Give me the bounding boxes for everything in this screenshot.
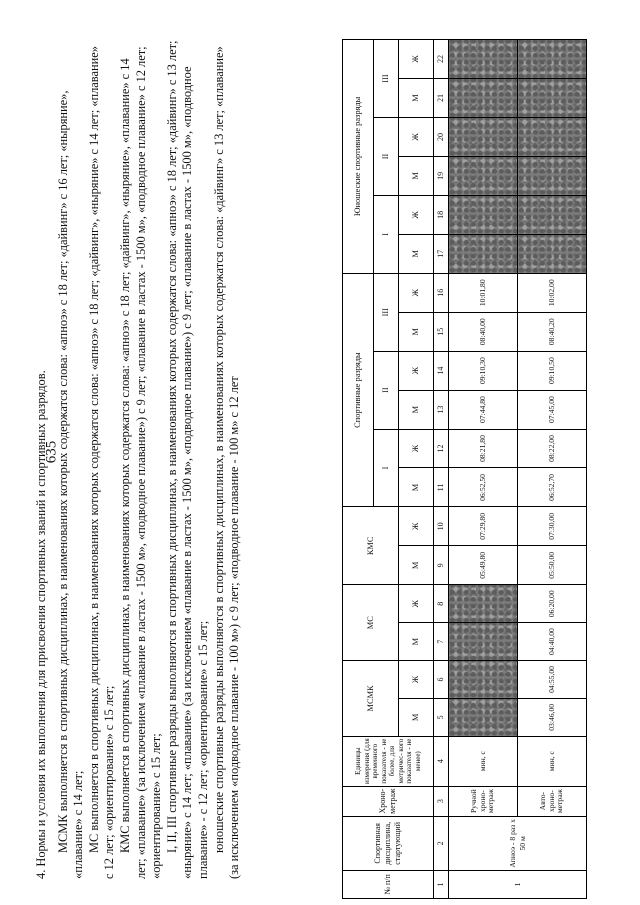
table-row <box>518 40 587 899</box>
header-m: М <box>399 546 434 585</box>
shaded-cell <box>449 585 518 623</box>
value-cell: 03:46,00 <box>518 698 587 736</box>
column-number: 8 <box>434 585 449 623</box>
header-m: М <box>399 623 434 661</box>
header-youth-ranks: Юношеские спортивные разряды <box>343 40 374 274</box>
value-cell: 07:29,80 <box>449 507 518 546</box>
shaded-cell <box>449 234 518 273</box>
timing-type: Ручной хроно- метраж <box>449 786 518 816</box>
value-cell: 06:52,70 <box>518 468 587 507</box>
shaded-cell <box>449 79 518 118</box>
value-cell: 04:55,00 <box>518 661 587 699</box>
value-cell: 08:21,80 <box>449 429 518 468</box>
shaded-cell <box>518 234 587 273</box>
column-number: 11 <box>434 468 449 507</box>
header-ms: МС <box>343 585 399 661</box>
column-number: 2 <box>434 816 449 870</box>
page-number: 635 <box>43 440 60 464</box>
header-zh: Ж <box>399 661 434 699</box>
unit-cell: мин, с <box>449 736 518 786</box>
value-cell: 08:40,20 <box>518 312 587 351</box>
value-cell: 05:50,00 <box>518 546 587 585</box>
column-number: 6 <box>434 661 449 699</box>
value-cell: 10:02,00 <box>518 273 587 312</box>
header-zh: Ж <box>399 507 434 546</box>
header-zh: Ж <box>399 40 434 79</box>
paragraph-ms: МС выполняется в спортивных дисциплинах, в наименованиях которых содержатся слова: «апноэ» с 18 лет; «дайвинг», «ныряние» с 14 лет; «плавание» с 12 лет; «ориентирование» с 15 лет; <box>86 46 117 879</box>
norms-table <box>342 39 587 899</box>
value-cell: 08:22,00 <box>518 429 587 468</box>
header-m: М <box>399 156 434 195</box>
header-msmk: МСМК <box>343 661 399 737</box>
header-zh: Ж <box>399 195 434 234</box>
column-number: 16 <box>434 273 449 312</box>
shaded-cell <box>518 195 587 234</box>
header-m: М <box>399 234 434 273</box>
header-no: № п/п <box>343 870 434 898</box>
document-text <box>34 39 243 879</box>
header-rank-1: I <box>374 429 399 507</box>
shaded-cell <box>449 118 518 157</box>
column-number: 12 <box>434 429 449 468</box>
column-number: 22 <box>434 40 449 79</box>
shaded-cell <box>518 40 587 79</box>
header-m: М <box>399 468 434 507</box>
header-m: М <box>399 390 434 429</box>
value-cell: 06:20,00 <box>518 585 587 623</box>
value-cell: 04:40,00 <box>518 623 587 661</box>
column-number: 21 <box>434 79 449 118</box>
header-zh: Ж <box>399 273 434 312</box>
shaded-cell <box>449 156 518 195</box>
header-row-groups <box>343 40 374 899</box>
header-zh: Ж <box>399 351 434 390</box>
section-title: 4. Нормы и условия их выполнения для присвоения спортивных званий и спортивных разрядов. <box>34 370 48 879</box>
value-cell: 05:49,80 <box>449 546 518 585</box>
column-number: 20 <box>434 118 449 157</box>
shaded-cell <box>518 156 587 195</box>
column-number: 3 <box>434 786 449 816</box>
value-cell: 07:44,80 <box>449 390 518 429</box>
value-cell: 08:40,00 <box>449 312 518 351</box>
column-number: 5 <box>434 698 449 736</box>
paragraph-youth: юношеские спортивные разряды выполняются в спортивных дисциплинах, в наименованиях которых содержатся слова: «дайвинг» с 13 лет; «плавание» (за исключением «подводное плавание - 100 м») с 9 лет; «подводное плавание - 100 м» с 12 лет <box>211 46 242 879</box>
timing-type: Авто- хроно- метраж <box>518 786 587 816</box>
column-number: 15 <box>434 312 449 351</box>
header-kms: КМС <box>343 507 399 585</box>
header-sport-ranks: Спортивные разряды <box>343 273 374 507</box>
shaded-cell <box>449 623 518 661</box>
column-number: 18 <box>434 195 449 234</box>
header-rank-2: II <box>374 351 399 429</box>
header-zh: Ж <box>399 429 434 468</box>
discipline-name: Апноэ - 8 раз x 50 м <box>449 816 587 870</box>
column-number: 9 <box>434 546 449 585</box>
paragraph-kms: КМС выполняется в спортивных дисциплинах, в наименованиях которых содержатся слова: «апноэ» с 18 лет; «дайвинг», «ныряние», «плавание» с 14 лет; «плавание» (за исключением «плавание в ластах - 1500 м», «подводное плавание») с 9 лет; «плавание в ластах - 1500 м», «подводное плавание» с 12 лет; «ориентирование» с 15 лет; <box>117 46 164 879</box>
header-youth-rank-1: I <box>374 195 399 273</box>
column-number: 1 <box>434 870 449 898</box>
row-number: 1 <box>449 870 587 898</box>
header-discipline: Спортивная дисциплина, стартующий <box>343 816 434 870</box>
column-number-row <box>434 40 449 899</box>
unit-cell: мин, с <box>518 736 587 786</box>
shaded-cell <box>449 40 518 79</box>
shaded-cell <box>518 118 587 157</box>
column-number: 14 <box>434 351 449 390</box>
column-number: 4 <box>434 736 449 786</box>
value-cell: 07:45,00 <box>518 390 587 429</box>
value-cell: 09:10,30 <box>449 351 518 390</box>
header-rank-3: III <box>374 273 399 351</box>
shaded-cell <box>518 79 587 118</box>
header-zh: Ж <box>399 585 434 623</box>
column-number: 19 <box>434 156 449 195</box>
header-m: М <box>399 79 434 118</box>
header-zh: Ж <box>399 118 434 157</box>
header-m: М <box>399 698 434 736</box>
header-youth-rank-2: II <box>374 118 399 196</box>
shaded-cell <box>449 698 518 736</box>
value-cell: 07:30,00 <box>518 507 587 546</box>
paragraph-msmk: МСМК выполняется в спортивных дисциплинах, в наименованиях которых содержатся слова: «апноэ» с 18 лет; «дайвинг» с 16 лет; «ныряние», «плавание» с 14 лет; <box>55 90 86 879</box>
header-m: М <box>399 312 434 351</box>
shaded-cell <box>449 195 518 234</box>
column-number: 13 <box>434 390 449 429</box>
column-number: 10 <box>434 507 449 546</box>
value-cell: 10:01,80 <box>449 273 518 312</box>
shaded-cell <box>449 661 518 699</box>
column-number: 17 <box>434 234 449 273</box>
table-row <box>449 40 518 899</box>
header-timing: Хроно- метраж <box>343 786 434 816</box>
value-cell: 09:10,50 <box>518 351 587 390</box>
paragraph-ranks: I, II, III спортивные разряды выполняются в спортивных дисциплинах, в наименованиях которых содержатся слова: «апноэ» с 18 лет; «дайвинг» с 13 лет; «ныряние» с 14 лет; «плавание» (за исключением «плавание в ластах - 1500 м», «подводное плавание») с 9 лет; «плавание в ластах - 1500 м», «подводное плавание» - с 12 лет; «ориентирование» с 15 лет; <box>164 40 210 879</box>
column-number: 7 <box>434 623 449 661</box>
value-cell: 06:52,50 <box>449 468 518 507</box>
header-units: Единицы измерения (для временного показателя - не более, для метричес- кого показателя - не менее) <box>343 736 434 786</box>
header-youth-rank-3: III <box>374 40 399 118</box>
